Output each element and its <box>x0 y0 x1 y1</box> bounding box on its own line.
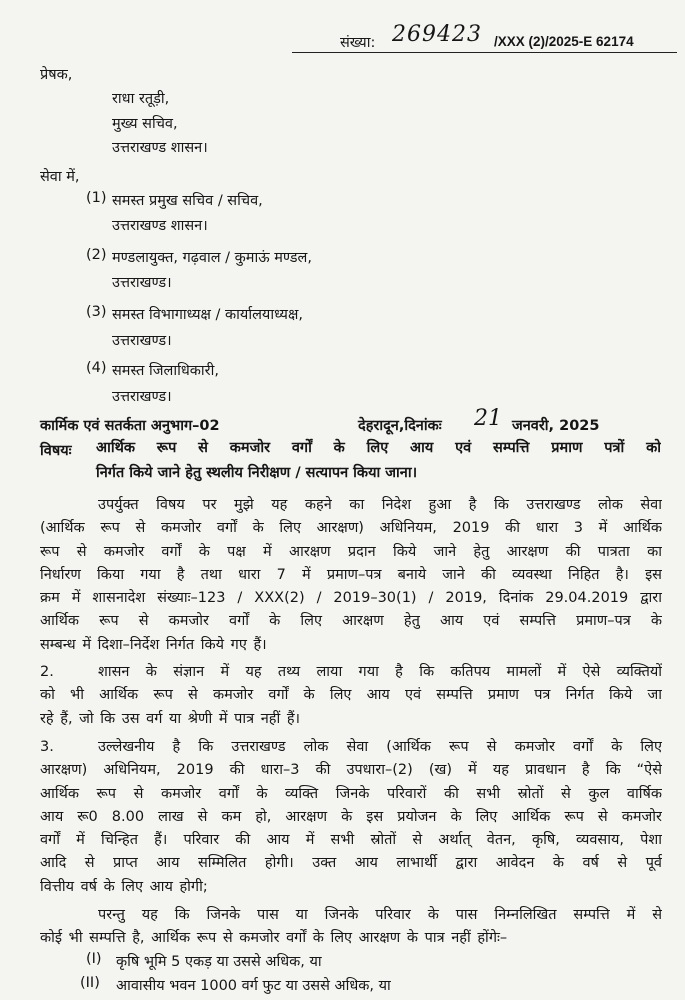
recipient-number: (3) <box>86 304 107 320</box>
subject-line-2: निर्गत किये जाने हेतु स्थलीय निरीक्षण / सत्यापन किया जाना। <box>96 465 418 481</box>
section-name: कार्मिक एवं सतर्कता अनुभाग–02 <box>40 418 220 434</box>
recipient-title: मण्डलायुक्त, गढ़वाल / कुमाऊं मण्डल, <box>112 250 312 266</box>
sender-label: प्रेषक, <box>40 67 73 83</box>
paragraph-2: शासन के संज्ञान में यह तथ्य लाया गया है कि कतिपय मामलों में ऐसे व्यक्तियों को भी आर्थिक रूप से कमजोर वर्गों के लिए आय एवं सम्पत्ति प्रमाण पत्र निर्गत किये जा रहे हैं, जो कि उस वर्ग या श्रेणी में पात्र नहीं हैं। <box>40 664 662 727</box>
recipient-organization: उत्तराखण्ड। <box>112 333 172 349</box>
sender-designation: मुख्य सचिव, <box>112 116 178 132</box>
list-item-text: कृषि भूमि 5 एकड़ या उससे अधिक, या <box>116 954 322 970</box>
dateline-day-handwritten: 21 <box>474 406 502 431</box>
dateline-place: देहरादून,दिनांकः <box>358 418 442 434</box>
subject-label: विषयः <box>40 443 72 459</box>
list-item-number: (I) <box>86 951 102 967</box>
recipient-title: समस्त प्रमुख सचिव / सचिव, <box>112 193 263 209</box>
recipient-organization: उत्तराखण्ड शासन। <box>112 218 208 234</box>
list-item-text: आवासीय भवन 1000 वर्ग फुट या उससे अधिक, या <box>116 978 391 994</box>
subject-line-1: आर्थिक रूप से कमजोर वर्गों के लिए आय एवं सम्पत्ति प्रमाण पत्रों को <box>96 440 661 456</box>
reference-number-handwritten: 269423 <box>392 22 482 47</box>
recipient-organization: उत्तराखण्ड। <box>112 275 172 291</box>
recipient-number: (1) <box>86 190 107 206</box>
paragraph-3: उल्लेखनीय है कि उत्तराखण्ड लोक सेवा (आर्थिक रूप से कमजोर वर्गों के लिए आरक्षण) अधिनियम, 2019 की धारा–3 की उपधारा–(2) (ख) में यह प्रावधान है कि “ऐसे आर्थिक रूप से कमजोर वर्गों के व्यक्ति जिनके परिवारों की सभी स्रोतों से कुल वार्षिक आय रू0 8.00 लाख से कम हो, आरक्षण के इस प्रयोजन के लिए आर्थिक रूप से कमजोर वर्गों में चिन्हित हैं। परिवार की आय में सभी स्रोतों से अर्थात् वेतन, कृषि, व्यवसाय, पेशा आदि से प्राप्त आय सम्मिलित होगी। उक्त आय लाभार्थी द्वारा आवेदन के वर्ष से पूर्व वित्तीय वर्ष के लिए आय होगी; <box>40 739 662 895</box>
recipient-title: समस्त जिलाधिकारी, <box>112 363 219 379</box>
sender-name: राधा रतूड़ी, <box>112 91 170 107</box>
recipient-number: (2) <box>86 247 107 263</box>
recipient-number: (4) <box>86 360 107 376</box>
reference-file-code: /XXX (2)/2025-E 62174 <box>494 34 634 49</box>
paragraph-3-number: 3. <box>40 739 54 755</box>
list-item-number: (II) <box>80 975 100 991</box>
recipients-label: सेवा में, <box>40 169 80 185</box>
recipient-title: समस्त विभागाध्यक्ष / कार्यालयाध्यक्ष, <box>112 307 303 323</box>
dateline-month-year: जनवरी, 2025 <box>512 418 600 434</box>
sender-organization: उत्तराखण्ड शासन। <box>112 140 208 156</box>
paragraph-1: उपर्युक्त विषय पर मुझे यह कहने का निदेश हुआ है कि उत्तराखण्ड लोक सेवा (आर्थिक रूप से कमजोर वर्गों के लिए आरक्षण) अधिनियम, 2019 की धारा 3 में आर्थिक रूप से कमजोर वर्गों के पक्ष में आरक्षण प्रदान किये जाने हेतु आरक्षण की पात्रता का निर्धारण किया गया है तथा धारा 7 में प्रमाण–पत्र बनाये जाने की व्यवस्था निहित है। इस क्रम में शासनादेश संख्याः–123 / XXX(2) / 2019–30(1) / 2019, दिनांक 29.04.2019 द्वारा आर्थिक रूप से कमजोर वर्गों के लिए आरक्षण हेतु आय एवं सम्पत्ति प्रमाण–पत्र के सम्बन्ध में दिशा–निर्देश निर्गत किये गए हैं। <box>40 497 662 653</box>
paragraph-proviso: परन्तु यह कि जिनके पास या जिनके परिवार के पास निम्नलिखित सम्पत्ति में से कोई भी सम्पत्ति है, आर्थिक रूप से कमजोर वर्गों के लिए आरक्षण के पात्र नहीं होंगेः– <box>40 907 662 947</box>
recipient-organization: उत्तराखण्ड। <box>112 389 172 405</box>
reference-label: संख्या: <box>340 35 376 51</box>
paragraph-2-number: 2. <box>40 664 54 680</box>
